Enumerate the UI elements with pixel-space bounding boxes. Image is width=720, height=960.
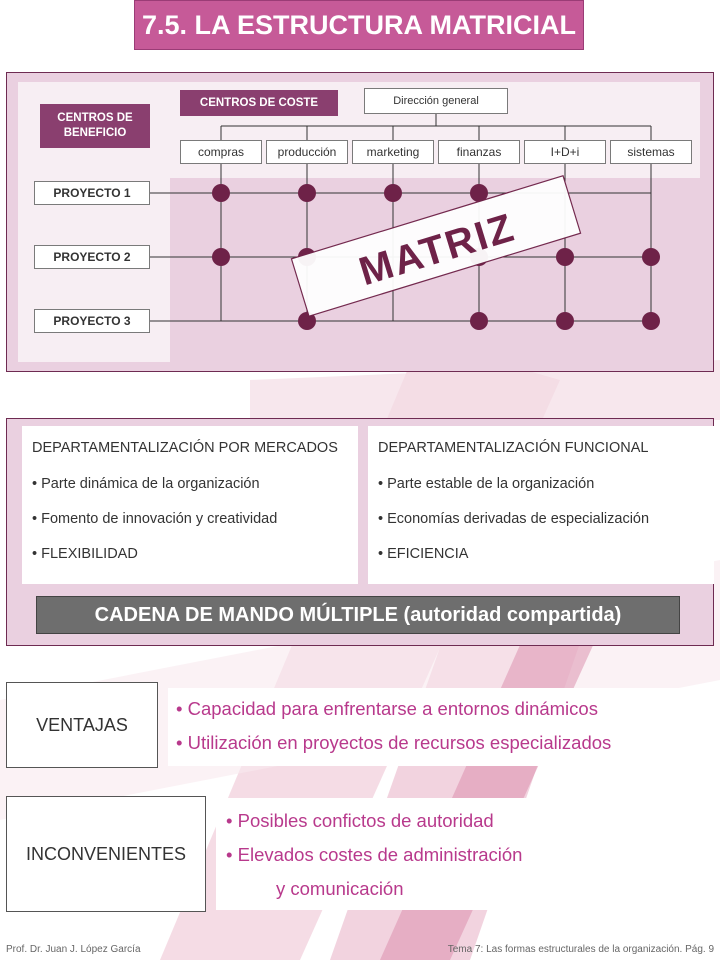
inconvenientes-item: • Posibles confictos de autoridad <box>226 810 494 831</box>
matriz-text: MATRIZ <box>354 205 521 295</box>
node-p3-idi <box>556 312 574 330</box>
ventajas-item: • Capacidad para enfrentarse a entornos dinámicos <box>176 698 598 719</box>
node-p1-compras <box>212 184 230 202</box>
footer-author: Prof. Dr. Juan J. López García <box>6 944 141 955</box>
mercados-item: • FLEXIBILIDAD <box>32 546 138 562</box>
dept-finanzas: finanzas <box>438 140 520 164</box>
proyecto-1-label: PROYECTO 1 <box>34 181 150 205</box>
node-p2-sistemas <box>642 248 660 266</box>
cadena-mando-banner: CADENA DE MANDO MÚLTIPLE (autoridad compartida) <box>36 596 680 634</box>
page-title: 7.5. LA ESTRUCTURA MATRICIAL <box>134 0 584 50</box>
direccion-general-box: Dirección general <box>364 88 508 114</box>
dept-sistemas: sistemas <box>610 140 692 164</box>
ventajas-list <box>168 688 694 766</box>
node-p1-marketing <box>384 184 402 202</box>
inconvenientes-list <box>216 798 582 910</box>
funcional-box <box>368 426 714 584</box>
ventajas-item: • Utilización en proyectos de recursos especializados <box>176 732 612 753</box>
inconvenientes-label: INCONVENIENTES <box>6 796 206 912</box>
node-p2-compras <box>212 248 230 266</box>
footer-page: Tema 7: Las formas estructurales de la organización. Pág. 9 <box>447 944 714 955</box>
node-p3-sistemas <box>642 312 660 330</box>
funcional-item: • Economías derivadas de especialización <box>378 511 650 527</box>
mercados-heading: DEPARTAMENTALIZACIÓN POR MERCADOS <box>32 440 338 456</box>
proyecto-3-label: PROYECTO 3 <box>34 309 150 333</box>
centros-beneficio-label: CENTROS DE BENEFICIO <box>40 104 150 148</box>
dept-marketing: marketing <box>352 140 434 164</box>
funcional-heading: DEPARTAMENTALIZACIÓN FUNCIONAL <box>378 440 649 456</box>
inconvenientes-item: • Elevados costes de administración <box>226 844 523 865</box>
node-p3-finanzas <box>470 312 488 330</box>
dept-compras: compras <box>180 140 262 164</box>
dept-produccion: producción <box>266 140 348 164</box>
node-p2-idi <box>556 248 574 266</box>
funcional-item: • Parte estable de la organización <box>378 476 595 492</box>
funcional-item: • EFICIENCIA <box>378 546 469 562</box>
node-p1-produccion <box>298 184 316 202</box>
proyecto-2-label: PROYECTO 2 <box>34 245 150 269</box>
mercados-box <box>22 426 358 584</box>
dept-idi: I+D+i <box>524 140 606 164</box>
ventajas-label: VENTAJAS <box>6 682 158 768</box>
inconvenientes-item: y comunicación <box>276 878 404 899</box>
mercados-item: • Parte dinámica de la organización <box>32 476 260 492</box>
mercados-item: • Fomento de innovación y creatividad <box>32 511 278 527</box>
centros-coste-label: CENTROS DE COSTE <box>180 90 338 116</box>
